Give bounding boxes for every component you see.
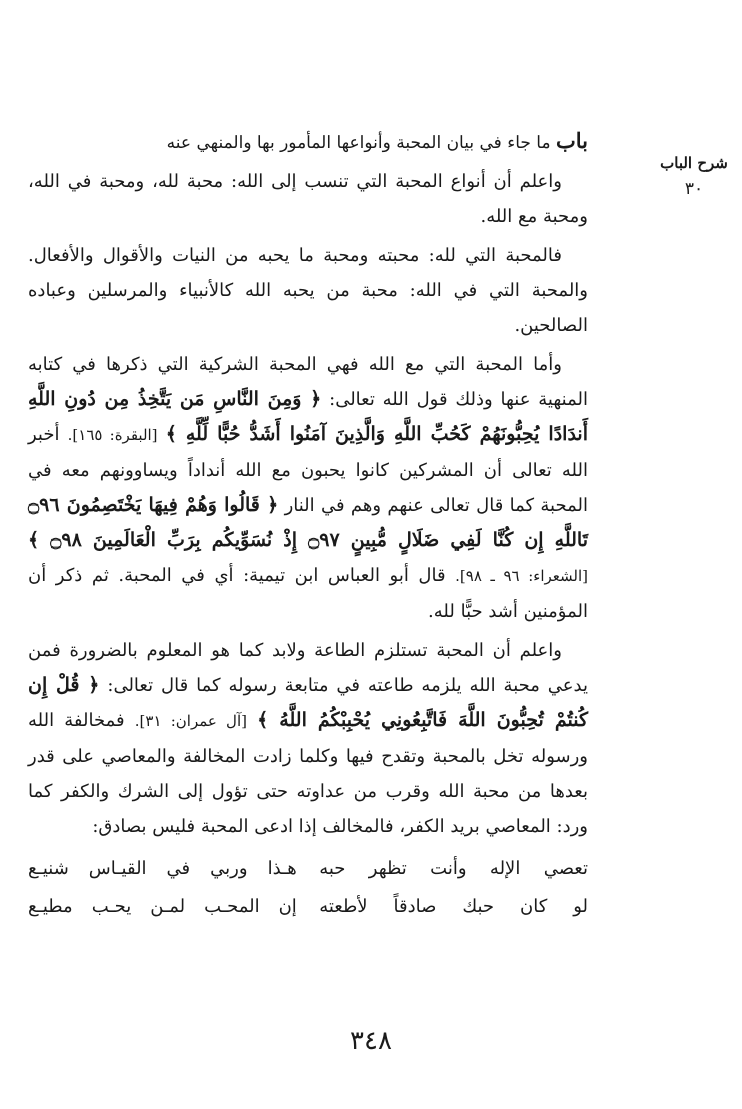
verse-reference: [آل عمران: ٣١]. xyxy=(134,712,247,730)
paragraph-shirk-love xyxy=(28,347,588,629)
margin-note-label: شرح الباب xyxy=(660,154,728,172)
paragraph-text: وأما المحبة التي مع الله فهي المحبة الشركية التي ذكرها في كتابه المنهية عنها وذلك قول الله تعالى: xyxy=(28,354,588,410)
main-text xyxy=(28,126,588,926)
paragraph-love-for-allah: فالمحبة التي لله: محبته ومحبة ما يحبه من النيات والأقوال والأفعال. والمحبة التي في الله: محبة من يحبه الله كالأنبياء والمرسلين وعباده الصالحين. xyxy=(28,245,588,336)
poem xyxy=(28,850,588,926)
paragraph-text: فمخالفة الله ورسوله تخل بالمحبة وتقدح فيها وكلما زادت المخالفة والمعاصي على قدر بعدها من محبة الله وقرب من عداوته حتى تؤول إلى الشرك والكفر كما ورد: المعاصي بريد الكفر، فالمخالف إذا ادعى المحبة فليس بصادق: xyxy=(28,710,588,837)
poem-line xyxy=(28,888,588,926)
poem-line xyxy=(28,850,588,888)
margin-note xyxy=(656,150,732,202)
paragraph-text: أخبر الله تعالى أن المشركين كانوا يحبون مع الله أنداداً ويساوونهم معه في المحبة كما قال تعالى عنهم وهم في النار xyxy=(28,424,589,516)
quran-verse: ﴿ قُلْ إِن كُنتُمْ تُحِبُّونَ اللَّهَ فَاتَّبِعُونِي يُحْبِبْكُمُ اللَّهُ ﴾ xyxy=(28,674,588,731)
paragraph-types: واعلم أن أنواع المحبة التي تنسب إلى الله: محبة لله، ومحبة في الله، ومحبة مع الله. xyxy=(28,171,588,227)
poem-hemistich-second: هـذا وربي في القيـاس شنيـع xyxy=(28,858,297,879)
poem-hemistich-first: تعصي الإله وأنت تظهر حبه xyxy=(319,858,588,879)
page-number: ٣٤٨ xyxy=(350,1026,392,1056)
quran-verse: ﴿ وَمِنَ النَّاسِ مَن يَتَّخِذُ مِن دُونِ اللَّهِ أَندَادًا يُحِبُّونَهُمْ كَحُبِّ اللَّهِ وَالَّذِينَ آمَنُوا أَشَدُّ حُبًّا لِّلَّهِ ﴾ xyxy=(28,388,588,445)
paragraph-obedience xyxy=(28,633,588,844)
margin-note-number: ٣٠ xyxy=(684,179,704,199)
chapter-heading-title: ما جاء في بيان المحبة وأنواعها المأمور بها والمنهي عنه xyxy=(166,133,551,153)
paragraph-text: واعلم أن المحبة تستلزم الطاعة ولابد كما هو المعلوم بالضرورة فمن يدعي محبة الله يلزمه طاعته في متابعة رسوله كما قال تعالى: xyxy=(28,640,588,696)
chapter-heading xyxy=(28,126,588,158)
verse-reference: [البقرة: ١٦٥]. xyxy=(67,426,158,444)
paragraph-text: قال أبو العباس ابن تيمية: أي في المحبة. ثم ذكر أن المؤمنين أشد حبًّا لله. xyxy=(28,565,588,622)
quran-verse: ﴿ قَالُوا وَهُمْ فِيهَا يَخْتَصِمُونَ ۝٩٦ تَاللَّهِ إِن كُنَّا لَفِي ضَلَالٍ مُّبِينٍ ۝٩٧ إِذْ نُسَوِّيكُم بِرَبِّ الْعَالَمِينَ ۝٩٨ ﴾ xyxy=(28,494,588,551)
poem-hemistich-second: إن المحـب لمـن يحـب مطيـع xyxy=(28,896,297,917)
poem-hemistich-first: لو كان حبك صادقاً لأطعته xyxy=(319,896,588,917)
chapter-heading-bab: باب xyxy=(555,128,588,153)
verse-reference: [الشعراء: ٩٦ ـ ٩٨]. xyxy=(455,567,588,585)
